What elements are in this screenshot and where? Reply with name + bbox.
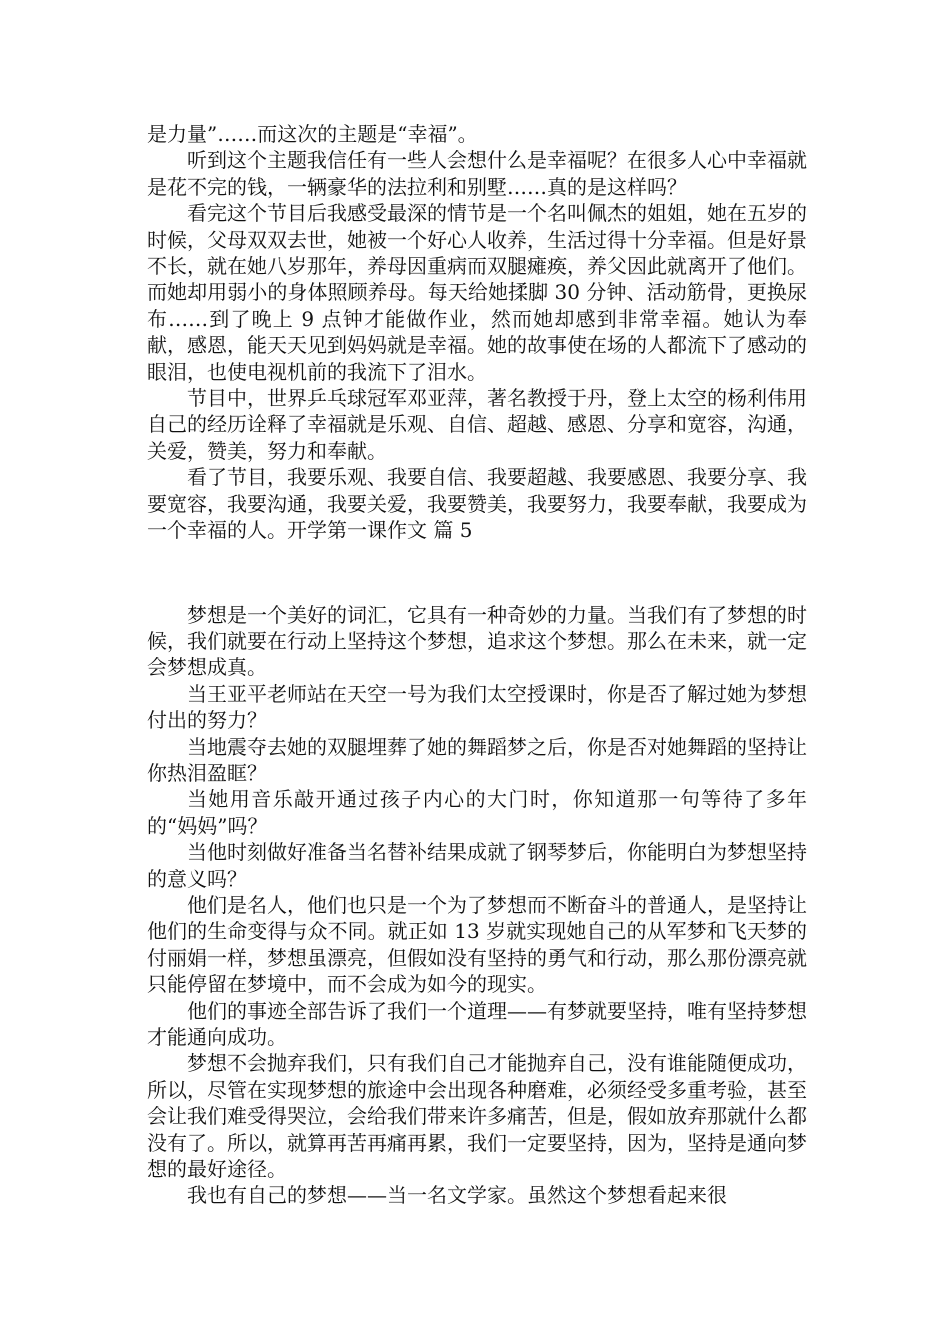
paragraph: 我也有自己的梦想——当一名文学家。虽然这个梦想看起来很 xyxy=(187,1183,727,1208)
paragraph: 听到这个主题我信任有一些人会想什么是幸福呢？在很多人心中幸福就是花不完的钱，一辆豪华的法拉利和别墅……真的是这样吗？ xyxy=(147,148,807,199)
paragraph: 他们的事迹全部告诉了我们一个道理——有梦就要坚持，唯有坚持梦想才能通向成功。 xyxy=(147,998,807,1049)
document-body xyxy=(147,121,807,1209)
paragraph: 节目中，世界乒乓球冠军邓亚萍，著名教授于丹，登上太空的杨利伟用自己的经历诠释了幸福就是乐观、自信、超越、感恩、分享和宽容，沟通，关爱，赞美，努力和奉献。 xyxy=(147,386,807,463)
paragraph: 是力量”……而这次的主题是“幸福”。 xyxy=(147,122,478,146)
paragraph: 当她用音乐敲开通过孩子内心的大门时，你知道那一句等待了多年的“妈妈”吗？ xyxy=(147,787,807,838)
paragraph: 他们是名人，他们也只是一个为了梦想而不断奋斗的普通人，是坚持让他们的生命变得与众不同。就正如 13 岁就实现她自己的从军梦和飞天梦的付丽娟一样，梦想虽漂亮，但假如没有坚持的勇气和行动，那么那份漂亮就只能停留在梦境中，而不会成为如今的现实。 xyxy=(147,892,807,997)
paragraph: 当地震夺去她的双腿埋葬了她的舞蹈梦之后，你是否对她舞蹈的坚持让你热泪盈眶？ xyxy=(147,734,807,785)
paragraph: 梦想是一个美好的词汇，它具有一种奇妙的力量。当我们有了梦想的时候，我们就要在行动上坚持这个梦想，追求这个梦想。那么在未来，就一定会梦想成真。 xyxy=(147,602,807,680)
paragraph: 看了节目，我要乐观、我要自信、我要超越、我要感恩、我要分享、我要宽容，我要沟通，我要关爱，我要赞美，我要努力，我要奉献，我要成为一个幸福的人。开学第一课作文 篇 5 xyxy=(147,465,807,543)
paragraph: 梦想不会抛弃我们，只有我们自己才能抛弃自己，没有谁能随便成功，所以，尽管在实现梦想的旅途中会出现各种磨难，必须经受多重考验，甚至会让我们难受得哭泣，会给我们带来许多痛苦，但是，假如放弃那就什么都没有了。所以，就算再苦再痛再累，我们一定要坚持，因为，坚持是通向梦想的最好途径。 xyxy=(147,1051,807,1182)
paragraph: 当他时刻做好准备当名替补结果成就了钢琴梦后，你能明白为梦想坚持的意义吗？ xyxy=(147,840,807,891)
paragraph: 看完这个节目后我感受最深的情节是一个名叫佩杰的姐姐，她在五岁的时候，父母双双去世，她被一个好心人收养，生活过得十分幸福。但是好景不长，就在她八岁那年，养母因重病而双腿瘫痪，养父因此就离开了他们。而她却用弱小的身体照顾养母。每天给她揉脚 30 分钟、活动筋骨，更换尿布……到了晚上 9 点钟才能做作业，然而她却感到非常幸福。她认为奉献，感恩，能天天见到妈妈就是幸福。她的故事使在场的人都流下了感动的眼泪，也使电视机前的我流下了泪水。 xyxy=(147,201,807,384)
section-gap xyxy=(147,544,807,602)
paragraph: 当王亚平老师站在天空一号为我们太空授课时，你是否了解过她为梦想付出的努力？ xyxy=(147,681,807,733)
